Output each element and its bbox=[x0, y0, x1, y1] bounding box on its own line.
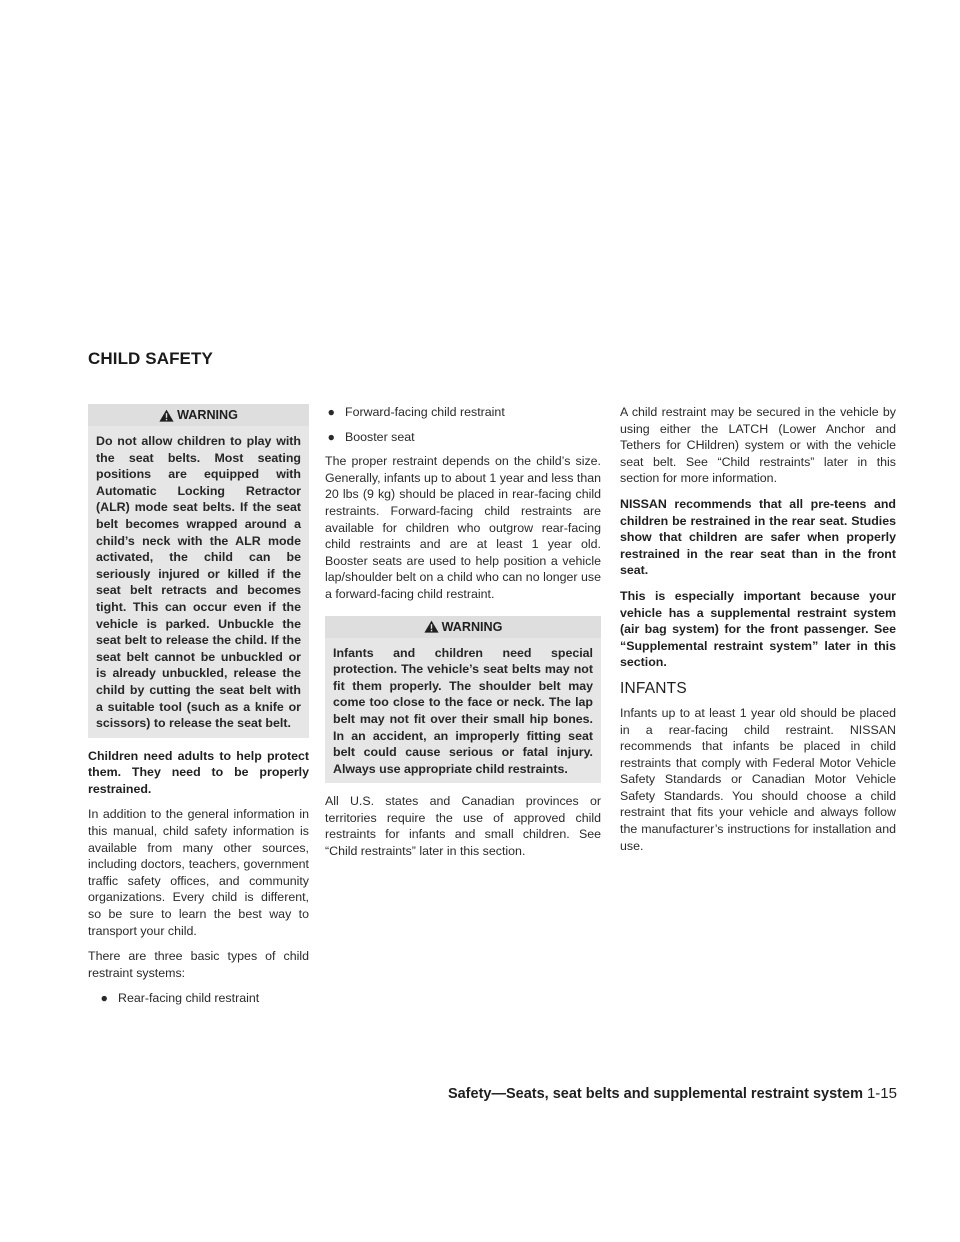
list-item bbox=[325, 429, 601, 446]
paragraph: All U.S. states and Canadian provinces or territories require the use of approved child restraints for infants and small children. See “Child restraints” later in this section. bbox=[325, 794, 601, 859]
column-3 bbox=[620, 404, 896, 863]
list-item-text: Booster seat bbox=[345, 429, 415, 444]
paragraph: In addition to the general information in this manual, child safety information is available from many other sources, including doctors, teachers, government traffic safety offices, and community organizations. Every child is different, so be sure to learn the best way to transport your child. bbox=[88, 807, 309, 938]
warning-triangle-icon bbox=[159, 409, 174, 422]
list-item bbox=[88, 990, 309, 1007]
list-item-text: Forward-facing child restraint bbox=[345, 405, 505, 419]
column-2 bbox=[325, 404, 601, 869]
warning-header bbox=[88, 404, 309, 426]
paragraph: Infants up to at least 1 year old should be placed in a rear-facing child restraint. NISSAN recommends that infants be placed in child restraints that comply with Federal Motor Vehicle Safety Standards or Canadian Motor Vehicle Safety Standards. You should choose a child restraint that fits your vehicle and always follow the manufacturer’s instructions for installation and use. bbox=[620, 705, 896, 853]
bullet-icon: ● bbox=[327, 405, 335, 419]
footer-title: Safety—Seats, seat belts and supplemental restraint system bbox=[447, 1086, 863, 1102]
warning-text: Do not allow children to play with the seat belts. Most seating positions are equipped with Automatic Locking Retractor (ALR) mode seat belts. If the seat belt becomes wrapped around a child’s neck with the ALR mode activated, the child can be seriously injured or killed if the seat belt retracts and becomes tight. This can occur even if the vehicle is parked. Unbuckle the seat belt to release the child. If the seat belt cannot be unbuckled or is already unbuckled, release the child by cutting the seat belt with a suitable tool (such as a knife or scissors) to release the seat belt. bbox=[96, 434, 301, 731]
bullet-icon: ● bbox=[100, 991, 108, 1006]
warning-box bbox=[325, 616, 601, 784]
subheading-infants: INFANTS bbox=[620, 679, 687, 697]
paragraph: There are three basic types of child restraint systems: bbox=[88, 949, 309, 980]
page-number: 1-15 bbox=[866, 1085, 897, 1102]
warning-box bbox=[88, 404, 309, 738]
page-footer bbox=[448, 1085, 897, 1102]
list-item-text: Rear-facing child restraint bbox=[118, 991, 260, 1006]
bold-paragraph: NISSAN recommends that all pre-teens and children be restrained in the rear seat. Studies show that children are safer when properly restrained in the rear seat than in the front seat. bbox=[620, 496, 896, 578]
warning-header bbox=[325, 616, 601, 638]
bold-paragraph: Children need adults to help protect them. They need to be properly restrained. bbox=[88, 748, 309, 796]
warning-text: Infants and children need special protection. The vehicle’s seat belts may not fit them properly. The shoulder belt may come too close to the face or neck. The lap belt may not fit over their small hip bones. In an accident, an improperly fitting seat belt could cause serious or fatal injury. Always use appropriate child restraints. bbox=[333, 645, 593, 776]
bullet-list bbox=[325, 404, 601, 445]
bold-paragraph: This is especially important because your vehicle has a supplemental restraint system (air bag system) for the front passenger. See “Supplemental restraint system” later in this section. bbox=[620, 588, 896, 670]
column-1 bbox=[88, 404, 309, 1015]
warning-triangle-icon bbox=[424, 620, 439, 633]
section-title: CHILD SAFETY bbox=[88, 349, 213, 368]
bullet-icon: ● bbox=[327, 429, 335, 444]
warning-label: WARNING bbox=[177, 408, 238, 422]
warning-label: WARNING bbox=[441, 619, 503, 634]
bullet-list bbox=[88, 990, 309, 1007]
list-item bbox=[325, 404, 601, 421]
paragraph: A child restraint may be secured in the vehicle by using either the LATCH (Lower Anchor and Tethers for CHildren) system or with the vehicle seat belt. See “Child restraints” later in this section for more information. bbox=[620, 405, 896, 486]
paragraph: The proper restraint depends on the child’s size. Generally, infants up to about 1 year and less than 20 lbs (9 kg) should be placed in rear-facing child restraints. Forward-facing child restraints are available for children who outgrow rear-facing child restraints and are at least 1 year old. Booster seats are used to help position a vehicle lap/shoulder belt on a child who can no longer use a forward-facing child restraint. bbox=[325, 454, 601, 601]
